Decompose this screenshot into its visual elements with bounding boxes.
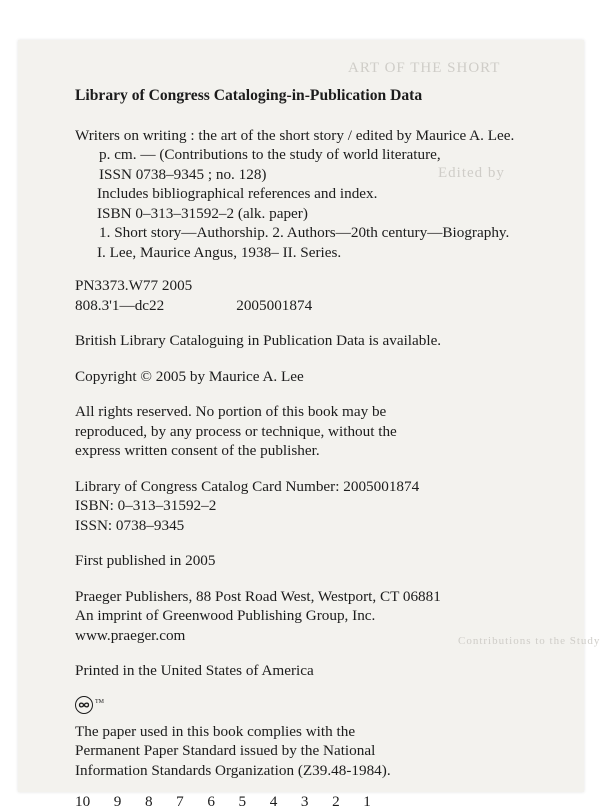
paper-statement (75, 722, 565, 781)
publisher-info (75, 587, 565, 646)
paper-statement-line: The paper used in this book complies with the (75, 722, 356, 740)
cip-heading: Library of Congress Cataloging-in-Publication Data (75, 87, 423, 104)
bleed-through-text: Edited by (438, 165, 505, 181)
publisher-address: Praeger Publishers, 88 Post Road West, Westport, CT 06881 (75, 587, 441, 605)
rights-line: express written consent of the publisher. (75, 442, 320, 459)
paper-certification-mark (75, 695, 565, 716)
cip-title-line: Writers on writing : the art of the short story / edited by Maurice A. Lee. (75, 126, 515, 144)
first-published: First published in 2005 (75, 552, 216, 569)
printing-number-line: 10 9 8 7 6 5 4 3 2 1 (75, 793, 371, 810)
paper-statement-line: Permanent Paper Standard issued by the National (75, 742, 376, 759)
cip-issn-line: ISSN 0738–9345 ; no. 128) (99, 165, 267, 183)
rights-line: All rights reserved. No portion of this book may be (75, 403, 387, 420)
publisher-imprint: An imprint of Greenwood Publishing Group, Inc. (75, 607, 376, 624)
cip-classification-row (75, 296, 565, 316)
printed-in: Printed in the United States of America (75, 662, 314, 679)
page-content (75, 86, 565, 812)
catalog-numbers (75, 477, 565, 536)
lccn-line: Library of Congress Catalog Card Number: 2005001874 (75, 477, 420, 495)
infinity-certification-icon (75, 696, 104, 714)
cip-collation-line: p. cm. — (Contributions to the study of world literature, (99, 146, 441, 163)
bleed-through-text: ART OF THE SHORT (348, 60, 501, 76)
cip-dewey: 808.3'1—dc22 (75, 296, 165, 314)
trademark-label: TM (95, 698, 104, 705)
copyright-page (18, 40, 600, 810)
infinity-icon (78, 701, 90, 709)
rights-statement (75, 402, 565, 461)
cip-block (75, 126, 565, 316)
cip-call-number: PN3373.W77 2005 (75, 277, 193, 294)
bleed-through-text: Contributions to the Study (458, 635, 600, 647)
rights-line: reproduced, by any process or technique, without the (75, 422, 397, 440)
issn-line: ISSN: 0738–9345 (75, 516, 185, 534)
cip-lccn: 2005001874 (236, 296, 313, 314)
isbn-line: ISBN: 0–313–31592–2 (75, 497, 217, 514)
british-library-note: British Library Cataloguing in Publication Data is available. (75, 332, 442, 349)
publisher-website: www.praeger.com (75, 626, 186, 644)
paper-statement-line: Information Standards Organization (Z39.48-1984). (75, 761, 391, 779)
cip-added-entries-line: I. Lee, Maurice Angus, 1938– II. Series. (97, 243, 342, 261)
cip-subjects-line: 1. Short story—Authorship. 2. Authors—20th century—Biography. (99, 224, 510, 241)
cip-isbn-line: ISBN 0–313–31592–2 (alk. paper) (97, 204, 308, 222)
cip-notes-line: Includes bibliographical references and index. (97, 185, 378, 202)
copyright-notice: Copyright © 2005 by Maurice A. Lee (75, 367, 304, 385)
